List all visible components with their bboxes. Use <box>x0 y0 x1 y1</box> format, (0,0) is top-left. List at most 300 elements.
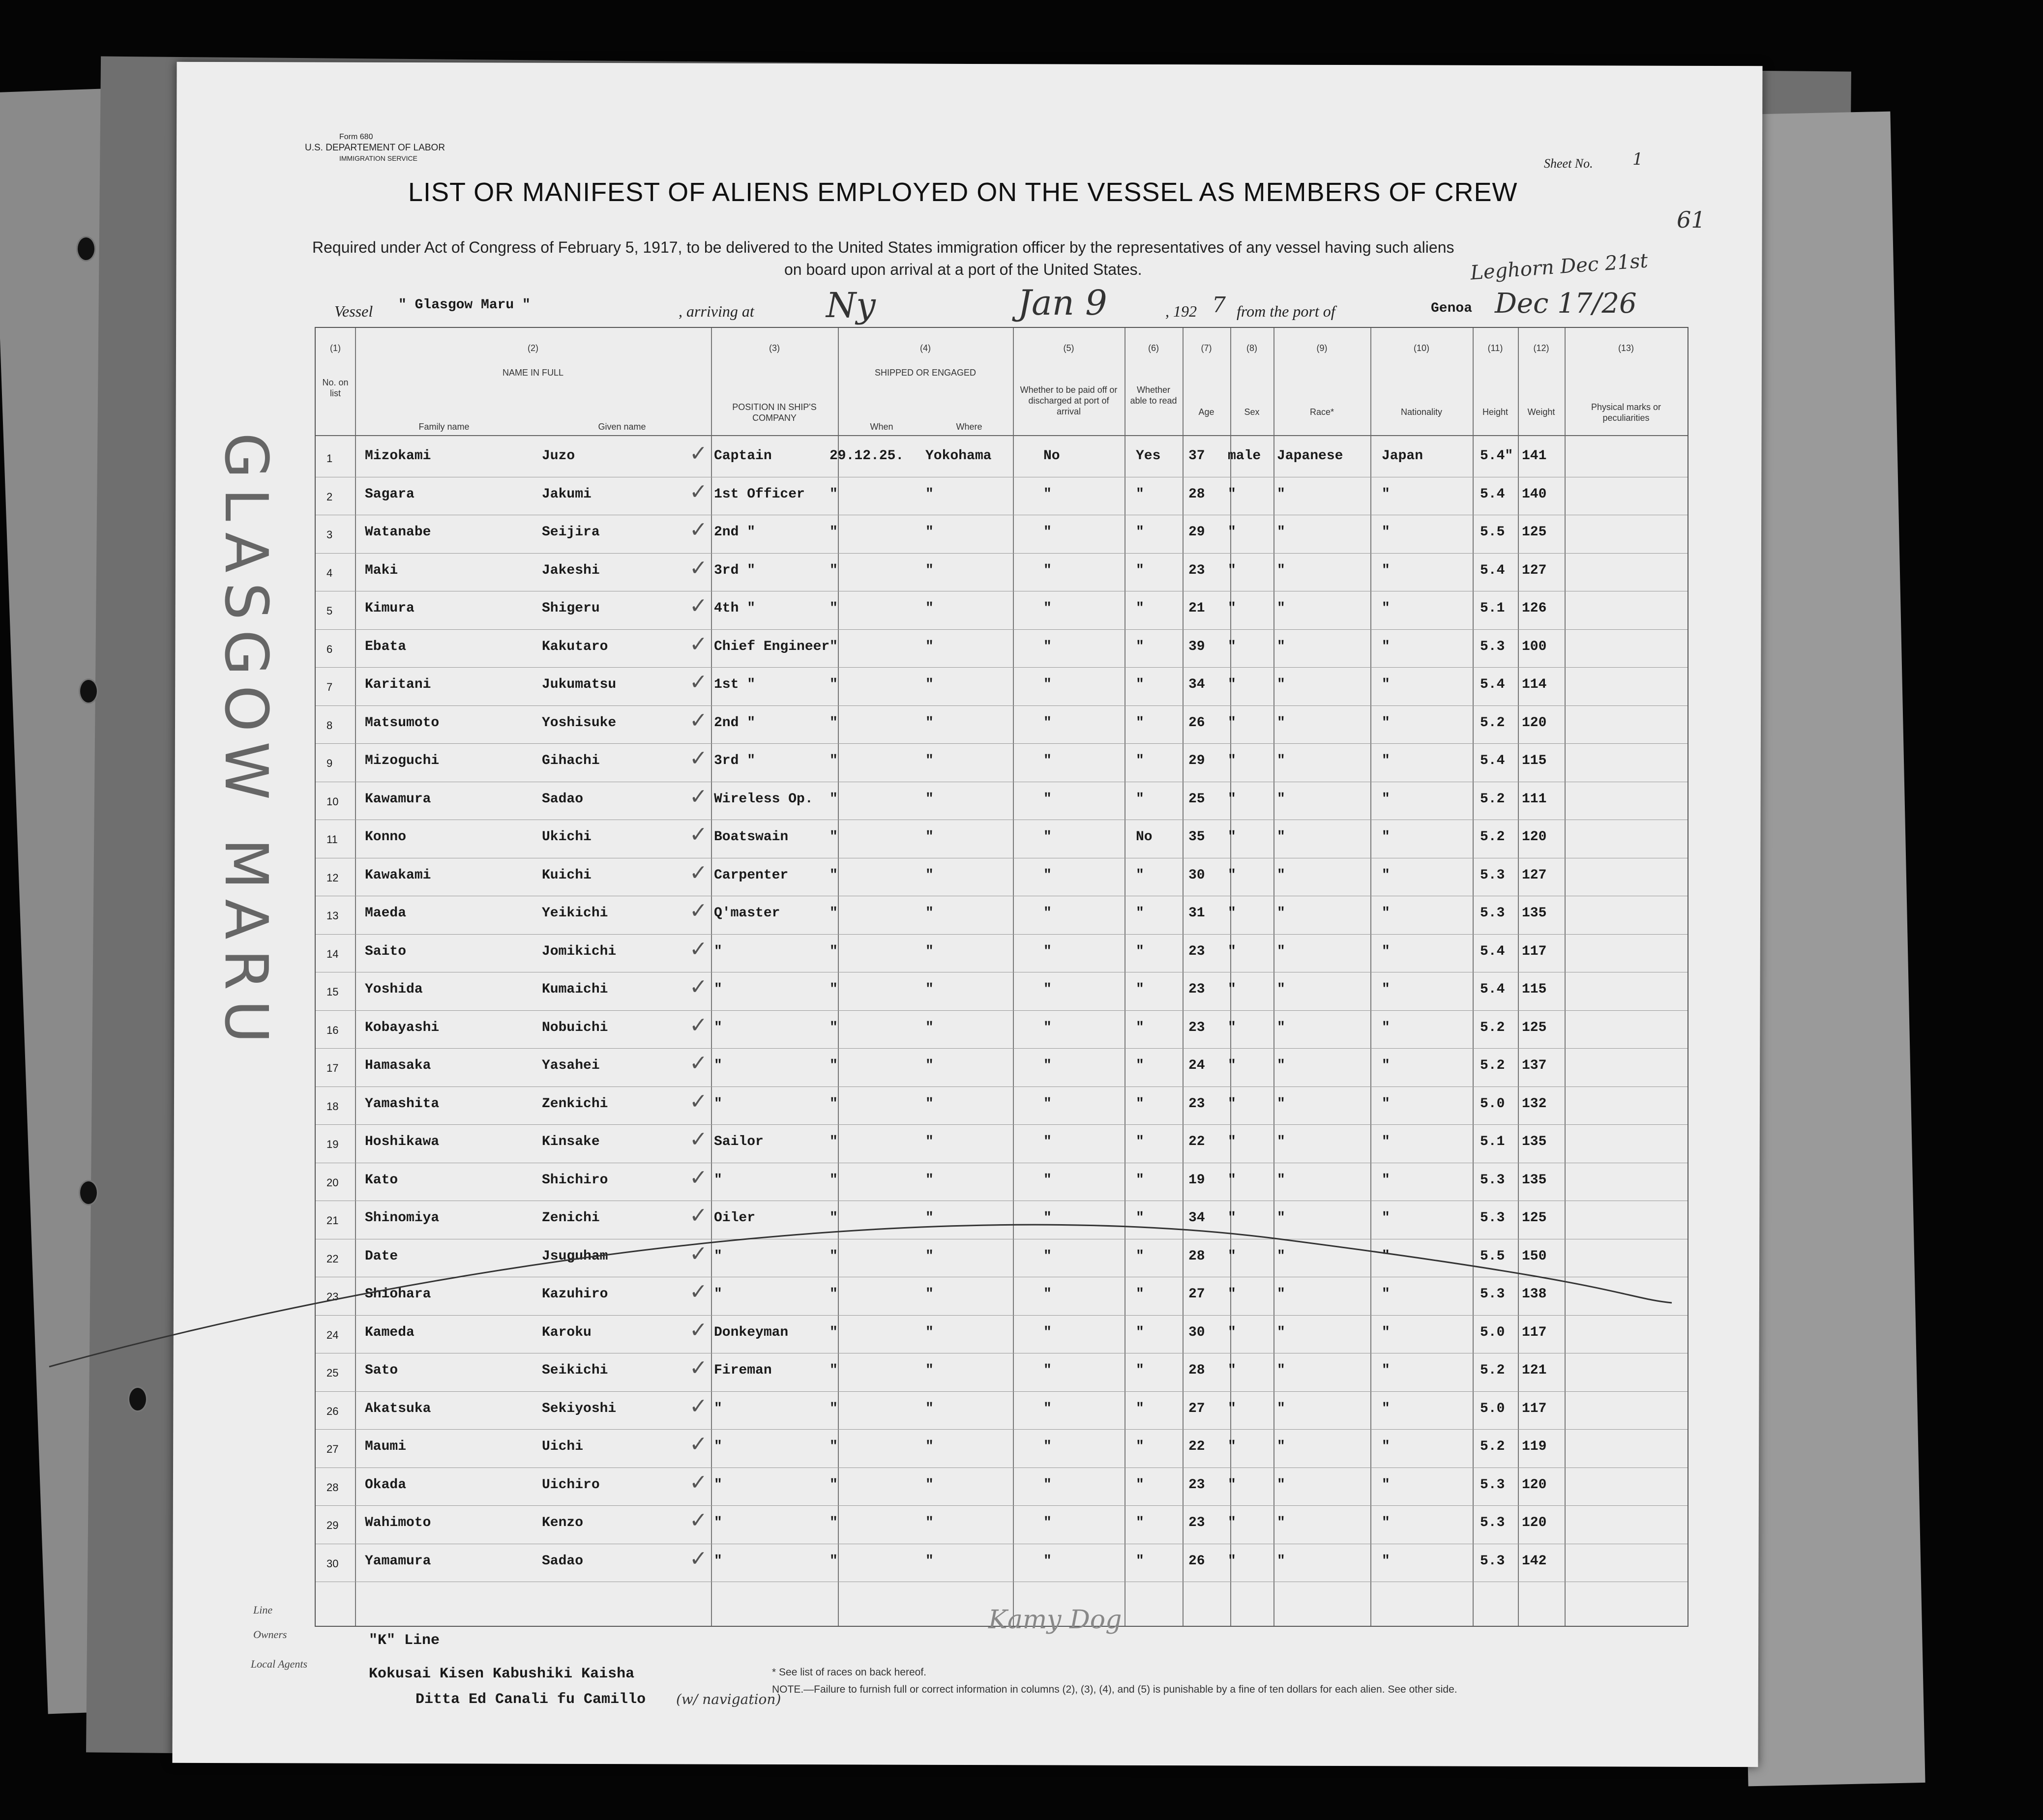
cell-paid-off: " <box>1043 829 1052 845</box>
check-mark-icon: ✓ <box>689 441 708 466</box>
cell-where: " <box>925 1248 934 1264</box>
cell-sex: " <box>1228 562 1236 578</box>
footer-line-value: "K" Line <box>369 1632 440 1649</box>
col8-number: (8) <box>1246 343 1257 353</box>
cell-age: 28 <box>1188 1363 1205 1378</box>
cell-nationality: " <box>1382 1020 1390 1035</box>
cell-position: 3rd " <box>714 562 756 578</box>
cell-read: " <box>1136 601 1144 616</box>
cell-position: " <box>714 1058 722 1073</box>
signature: Kamy Dog <box>988 1605 1122 1635</box>
cell-height: 5.2 <box>1480 791 1505 807</box>
cell-age: 23 <box>1188 1020 1205 1035</box>
cell-race: " <box>1277 1324 1285 1340</box>
col2-number: (2) <box>528 343 538 353</box>
cell-paid-off: " <box>1043 1477 1052 1493</box>
cell-where: " <box>925 677 934 692</box>
cell-paid-off: " <box>1043 1401 1052 1416</box>
cell-age: 24 <box>1188 1058 1205 1073</box>
cell-nationality: " <box>1382 1096 1390 1112</box>
check-mark-icon: ✓ <box>689 670 708 695</box>
handwritten-note: Leghorn Dec 21st <box>1469 249 1649 285</box>
cell-nationality: Japan <box>1382 448 1423 464</box>
cell-weight: 111 <box>1522 791 1547 807</box>
vessel-side-stamp: GLASGOW MARU <box>211 433 280 1053</box>
cell-family: Matsumoto <box>365 715 440 731</box>
cell-nationality: " <box>1382 829 1390 845</box>
cell-paid-off: " <box>1043 1287 1052 1302</box>
cell-given: Jomikichi <box>542 943 617 959</box>
cell-where: " <box>925 1515 934 1530</box>
cell-family: Hamasaka <box>365 1058 431 1073</box>
cell-no: 8 <box>326 719 333 732</box>
cell-where: " <box>925 791 934 807</box>
cell-when: " <box>829 1172 838 1188</box>
check-mark-icon: ✓ <box>689 1088 708 1114</box>
sheet-label: Sheet No. <box>1544 156 1593 171</box>
cell-where: " <box>925 1477 934 1493</box>
cell-height: 5.3 <box>1480 1477 1505 1493</box>
cell-sex: " <box>1228 1324 1236 1340</box>
cell-paid-off: " <box>1043 1363 1052 1378</box>
footnote-penalty: NOTE.—Failure to furnish full or correct information in columns (2), (3), (4), and (5) is punishable by a fine of ten dollars for each alien. See other side. <box>772 1684 1457 1695</box>
department-label: U.S. DEPARTEMENT OF LABOR <box>305 143 445 153</box>
cell-when: " <box>829 562 838 578</box>
cell-family: Shiohara <box>365 1287 431 1302</box>
cell-family: Kawakami <box>365 867 431 883</box>
cell-no: 13 <box>326 910 339 922</box>
col13-header: Physical marks or peculiarities <box>1591 402 1661 423</box>
cell-no: 4 <box>326 566 333 579</box>
cell-sex: " <box>1228 1363 1236 1378</box>
cell-given: Zenichi <box>542 1210 600 1226</box>
col3-number: (3) <box>769 343 780 353</box>
cell-read: " <box>1136 1477 1144 1493</box>
cell-race: " <box>1277 1477 1285 1493</box>
cell-height: 5.3 <box>1480 867 1505 883</box>
cell-height: 5.2 <box>1480 1020 1505 1035</box>
arriving-port: Ny <box>826 285 876 325</box>
cell-weight: 120 <box>1522 1477 1547 1493</box>
cell-race: " <box>1277 1058 1285 1073</box>
cell-when: " <box>829 867 838 883</box>
cell-given: Kenzo <box>542 1515 584 1530</box>
cell-paid-off: " <box>1043 601 1052 616</box>
cell-where: " <box>925 486 934 502</box>
cell-given: Yeikichi <box>542 906 608 921</box>
cell-race: " <box>1277 906 1285 921</box>
cell-read: " <box>1136 1363 1144 1378</box>
cell-given: Nobuichi <box>542 1020 608 1035</box>
cell-paid-off: " <box>1043 1439 1052 1454</box>
cell-when: " <box>829 791 838 807</box>
cell-race: " <box>1277 829 1285 845</box>
cell-age: 23 <box>1188 982 1205 997</box>
cell-where: " <box>925 829 934 845</box>
check-mark-icon: ✓ <box>689 1279 708 1304</box>
cell-sex: " <box>1228 943 1236 959</box>
cell-height: 5.4 <box>1480 943 1505 959</box>
cell-read: " <box>1136 867 1144 883</box>
cell-read: " <box>1136 1287 1144 1302</box>
year-printed: , 192 <box>1165 302 1197 320</box>
cell-given: Ukichi <box>542 829 592 845</box>
cell-where: " <box>925 715 934 731</box>
cell-position: " <box>714 982 722 997</box>
cell-height: 5.4 <box>1480 562 1505 578</box>
cell-read: " <box>1136 1096 1144 1112</box>
footer-owners-label: Owners <box>253 1628 287 1641</box>
cell-weight: 114 <box>1522 677 1547 692</box>
cell-sex: " <box>1228 1401 1236 1416</box>
cell-nationality: " <box>1382 1477 1390 1493</box>
cell-sex: " <box>1228 486 1236 502</box>
col9-header: Race* <box>1309 407 1334 417</box>
cell-nationality: " <box>1382 677 1390 692</box>
cell-nationality: " <box>1382 1439 1390 1454</box>
departure-date: Dec 17/26 <box>1495 288 1637 320</box>
cell-position: " <box>714 1553 722 1569</box>
cell-given: Shichiro <box>542 1172 608 1188</box>
cell-nationality: " <box>1382 791 1390 807</box>
cell-weight: 132 <box>1522 1096 1547 1112</box>
cell-paid-off: " <box>1043 562 1052 578</box>
cell-weight: 119 <box>1522 1439 1547 1454</box>
col1-header: No. on list <box>322 378 349 398</box>
col11-number: (11) <box>1487 343 1503 353</box>
cell-when: " <box>829 982 838 997</box>
cell-family: Date <box>365 1248 398 1264</box>
cell-race: " <box>1277 1020 1285 1035</box>
cell-height: 5.4 <box>1480 486 1505 502</box>
cell-height: 5.4 <box>1480 982 1505 997</box>
cell-height: 5.3 <box>1480 906 1505 921</box>
cell-no: 17 <box>326 1062 339 1074</box>
cell-position: " <box>714 1172 722 1188</box>
cell-age: 35 <box>1188 829 1205 845</box>
cell-race: " <box>1277 486 1285 502</box>
check-mark-icon: ✓ <box>689 1508 708 1533</box>
cell-no: 1 <box>326 452 333 465</box>
cell-weight: 100 <box>1522 639 1547 654</box>
cell-paid-off: " <box>1043 1210 1052 1226</box>
requirement-text-line1: Required under Act of Congress of February 5, 1917, to be delivered to the United States immigration officer by the representatives of any vessel having such aliens <box>312 238 1454 256</box>
cell-no: 23 <box>326 1291 339 1303</box>
cell-given: Sadao <box>542 791 584 807</box>
cell-read: " <box>1136 982 1144 997</box>
cell-sex: " <box>1228 1096 1236 1112</box>
cell-read: " <box>1136 1324 1144 1340</box>
cell-where: " <box>925 525 934 540</box>
cell-weight: 150 <box>1522 1248 1547 1264</box>
cell-paid-off: " <box>1043 1058 1052 1073</box>
cell-when: " <box>829 1020 838 1035</box>
cell-family: Yoshida <box>365 982 423 997</box>
cell-race: " <box>1277 1248 1285 1264</box>
cell-nationality: " <box>1382 753 1390 768</box>
check-mark-icon: ✓ <box>689 898 708 923</box>
check-mark-icon: ✓ <box>689 822 708 847</box>
cell-when: " <box>829 486 838 502</box>
cell-weight: 115 <box>1522 982 1547 997</box>
col3-header: POSITION IN SHIP'S COMPANY <box>732 402 817 423</box>
cell-sex: " <box>1228 753 1236 768</box>
col2-given-header: Given name <box>598 422 646 432</box>
cell-race: " <box>1277 1515 1285 1530</box>
check-mark-icon: ✓ <box>689 1432 708 1457</box>
cell-nationality: " <box>1382 715 1390 731</box>
cell-position: Carpenter <box>714 867 789 883</box>
cell-race: " <box>1277 1439 1285 1454</box>
cell-when: " <box>829 1287 838 1302</box>
cell-age: 27 <box>1188 1287 1205 1302</box>
footer-local-agents-note: (w/ navigation) <box>676 1691 781 1707</box>
cell-race: " <box>1277 601 1285 616</box>
cell-paid-off: " <box>1043 943 1052 959</box>
cell-weight: 120 <box>1522 829 1547 845</box>
cell-sex: " <box>1228 1172 1236 1188</box>
cell-paid-off: " <box>1043 1248 1052 1264</box>
col4-where-header: Where <box>956 422 982 432</box>
cell-position: 4th " <box>714 601 756 616</box>
cell-weight: 135 <box>1522 1172 1547 1188</box>
cell-no: 6 <box>326 643 333 655</box>
cell-sex: " <box>1228 677 1236 692</box>
cell-when: " <box>829 639 838 654</box>
col7-header: Age <box>1198 407 1214 417</box>
cell-age: 30 <box>1188 867 1205 883</box>
cell-no: 19 <box>326 1138 339 1150</box>
check-mark-icon: ✓ <box>689 1469 708 1495</box>
cell-family: Kawamura <box>365 791 431 807</box>
cell-sex: " <box>1228 601 1236 616</box>
cell-position: " <box>714 1020 722 1035</box>
cell-no: 21 <box>326 1214 339 1227</box>
cell-family: Yamashita <box>365 1096 440 1112</box>
cell-paid-off: " <box>1043 677 1052 692</box>
check-mark-icon: ✓ <box>689 974 708 999</box>
cell-read: " <box>1136 486 1144 502</box>
cell-no: 11 <box>326 833 338 846</box>
check-mark-icon: ✓ <box>689 555 708 581</box>
cell-family: Ebata <box>365 639 407 654</box>
cell-sex: " <box>1228 639 1236 654</box>
cell-no: 5 <box>326 605 333 617</box>
cell-no: 7 <box>326 681 333 693</box>
cell-weight: 127 <box>1522 867 1547 883</box>
cell-no: 25 <box>326 1367 339 1379</box>
col10-number: (10) <box>1413 343 1429 353</box>
cell-position: 1st Officer <box>714 486 805 502</box>
cell-nationality: " <box>1382 1401 1390 1416</box>
cell-race: " <box>1277 1172 1285 1188</box>
col10-header: Nationality <box>1400 407 1443 417</box>
vessel-name: " Glasgow Maru " <box>398 297 531 313</box>
from-port-label: from the port of <box>1237 302 1335 320</box>
cell-given: Kumaichi <box>542 982 608 997</box>
cell-sex: " <box>1228 829 1236 845</box>
cell-read: " <box>1136 791 1144 807</box>
cell-age: 34 <box>1188 1210 1205 1226</box>
cell-family: Kato <box>365 1172 398 1188</box>
cell-race: " <box>1277 639 1285 654</box>
cell-position: Donkeyman <box>714 1324 789 1340</box>
check-mark-icon: ✓ <box>689 1355 708 1380</box>
cell-height: 5.2 <box>1480 715 1505 731</box>
requirement-text-line2: on board upon arrival at a port of the United States. <box>784 261 1142 278</box>
cell-given: Yasahei <box>542 1058 600 1073</box>
cell-when: " <box>829 943 838 959</box>
cell-where: " <box>925 943 934 959</box>
cell-weight: 125 <box>1522 1210 1547 1226</box>
cell-nationality: " <box>1382 601 1390 616</box>
col12-number: (12) <box>1533 343 1549 353</box>
cell-age: 30 <box>1188 1324 1205 1340</box>
cell-read: " <box>1136 677 1144 692</box>
footer-local-agents-label: Local Agents <box>251 1658 308 1670</box>
cell-height: 5.3 <box>1480 1210 1505 1226</box>
cell-read: " <box>1136 1248 1144 1264</box>
cell-where: " <box>925 601 934 616</box>
check-mark-icon: ✓ <box>689 746 708 771</box>
cell-where: " <box>925 1020 934 1035</box>
cell-when: " <box>829 677 838 692</box>
cell-age: 23 <box>1188 1515 1205 1530</box>
cell-given: Yoshisuke <box>542 715 617 731</box>
cell-position: 2nd " <box>714 715 756 731</box>
cell-family: Sato <box>365 1363 398 1378</box>
cell-position: " <box>714 1287 722 1302</box>
cell-when: " <box>829 753 838 768</box>
cell-given: Jakeshi <box>542 562 600 578</box>
cell-age: 25 <box>1188 791 1205 807</box>
col4-header: SHIPPED OR ENGAGED <box>874 368 977 378</box>
cell-no: 20 <box>326 1176 339 1189</box>
cell-family: Kameda <box>365 1324 415 1340</box>
cell-race: " <box>1277 1134 1285 1149</box>
cell-family: Hoshikawa <box>365 1134 440 1149</box>
cell-family: Maki <box>365 562 398 578</box>
cell-when: " <box>829 715 838 731</box>
cell-weight: 142 <box>1522 1553 1547 1569</box>
cell-when: " <box>829 1248 838 1264</box>
cell-age: 22 <box>1188 1439 1205 1454</box>
col4-number: (4) <box>920 343 931 353</box>
cell-race: " <box>1277 715 1285 731</box>
cell-where: " <box>925 1058 934 1073</box>
check-mark-icon: ✓ <box>689 860 708 885</box>
cell-height: 5.2 <box>1480 1439 1505 1454</box>
footer-owners-value: Kokusai Kisen Kabushiki Kaisha <box>369 1666 635 1682</box>
cell-when: " <box>829 1553 838 1569</box>
cell-height: 5.2 <box>1480 829 1505 845</box>
cell-read: " <box>1136 753 1144 768</box>
arriving-label: , arriving at <box>679 302 754 320</box>
cell-read: " <box>1136 1210 1144 1226</box>
cell-weight: 140 <box>1522 486 1547 502</box>
cell-age: 37 <box>1188 448 1205 464</box>
cell-position: Chief Engineer <box>714 639 830 654</box>
cell-given: Shigeru <box>542 601 600 616</box>
cell-weight: 121 <box>1522 1363 1547 1378</box>
cell-position: Sailor <box>714 1134 764 1149</box>
cell-given: Uichiro <box>542 1477 600 1493</box>
cell-weight: 117 <box>1522 943 1547 959</box>
cell-nationality: " <box>1382 943 1390 959</box>
cell-paid-off: " <box>1043 753 1052 768</box>
cell-position: " <box>714 1439 722 1454</box>
col5-header: Whether to be paid off or discharged at port of arrival <box>1020 385 1118 416</box>
cell-position: " <box>714 1515 722 1530</box>
col2-family-header: Family name <box>418 422 470 432</box>
col6-number: (6) <box>1148 343 1159 353</box>
cell-where: " <box>925 1324 934 1340</box>
cell-when: " <box>829 1058 838 1073</box>
footnote-races: * See list of races on back hereof. <box>772 1667 927 1678</box>
cell-family: Konno <box>365 829 407 845</box>
cell-no: 12 <box>326 871 339 884</box>
cell-age: 26 <box>1188 1553 1205 1569</box>
col7-number: (7) <box>1201 343 1212 353</box>
cell-race: " <box>1277 1401 1285 1416</box>
cell-weight: 125 <box>1522 525 1547 540</box>
cell-when: " <box>829 1439 838 1454</box>
cell-height: 5.0 <box>1480 1096 1505 1112</box>
cell-read: " <box>1136 1058 1144 1073</box>
cell-weight: 135 <box>1522 906 1547 921</box>
cell-position: 2nd " <box>714 525 756 540</box>
cell-paid-off: No <box>1043 448 1060 464</box>
cell-family: Kimura <box>365 601 415 616</box>
check-mark-icon: ✓ <box>689 1127 708 1152</box>
cell-height: 5.2 <box>1480 1363 1505 1378</box>
cell-family: Mizokami <box>365 448 431 464</box>
cell-no: 30 <box>326 1557 339 1570</box>
cell-read: " <box>1136 906 1144 921</box>
cell-read: Yes <box>1136 448 1161 464</box>
cell-sex: " <box>1228 1020 1236 1035</box>
sheet-number: 1 <box>1632 149 1643 169</box>
cell-race: " <box>1277 753 1285 768</box>
cell-race: " <box>1277 562 1285 578</box>
check-mark-icon: ✓ <box>689 1241 708 1266</box>
cell-when: 29.12.25. <box>829 448 904 464</box>
cell-read: " <box>1136 562 1144 578</box>
cell-given: Kuichi <box>542 867 592 883</box>
cell-no: 3 <box>326 528 333 541</box>
cell-position: Captain <box>714 448 772 464</box>
cell-no: 14 <box>326 947 339 960</box>
cell-age: 22 <box>1188 1134 1205 1149</box>
cell-where: " <box>925 1553 934 1569</box>
col13-number: (13) <box>1618 343 1634 353</box>
check-mark-icon: ✓ <box>689 1203 708 1228</box>
cell-nationality: " <box>1382 1553 1390 1569</box>
cell-read: " <box>1136 943 1144 959</box>
cell-sex: " <box>1228 1515 1236 1530</box>
cell-nationality: " <box>1382 1248 1390 1264</box>
cell-paid-off: " <box>1043 791 1052 807</box>
cell-nationality: " <box>1382 639 1390 654</box>
cell-family: Sagara <box>365 486 415 502</box>
cell-where: " <box>925 1401 934 1416</box>
cell-age: 39 <box>1188 639 1205 654</box>
cell-height: 5.3 <box>1480 1287 1505 1302</box>
cell-sex: " <box>1228 1210 1236 1226</box>
cell-no: 28 <box>326 1481 339 1494</box>
cell-no: 9 <box>326 757 333 769</box>
cell-when: " <box>829 1477 838 1493</box>
